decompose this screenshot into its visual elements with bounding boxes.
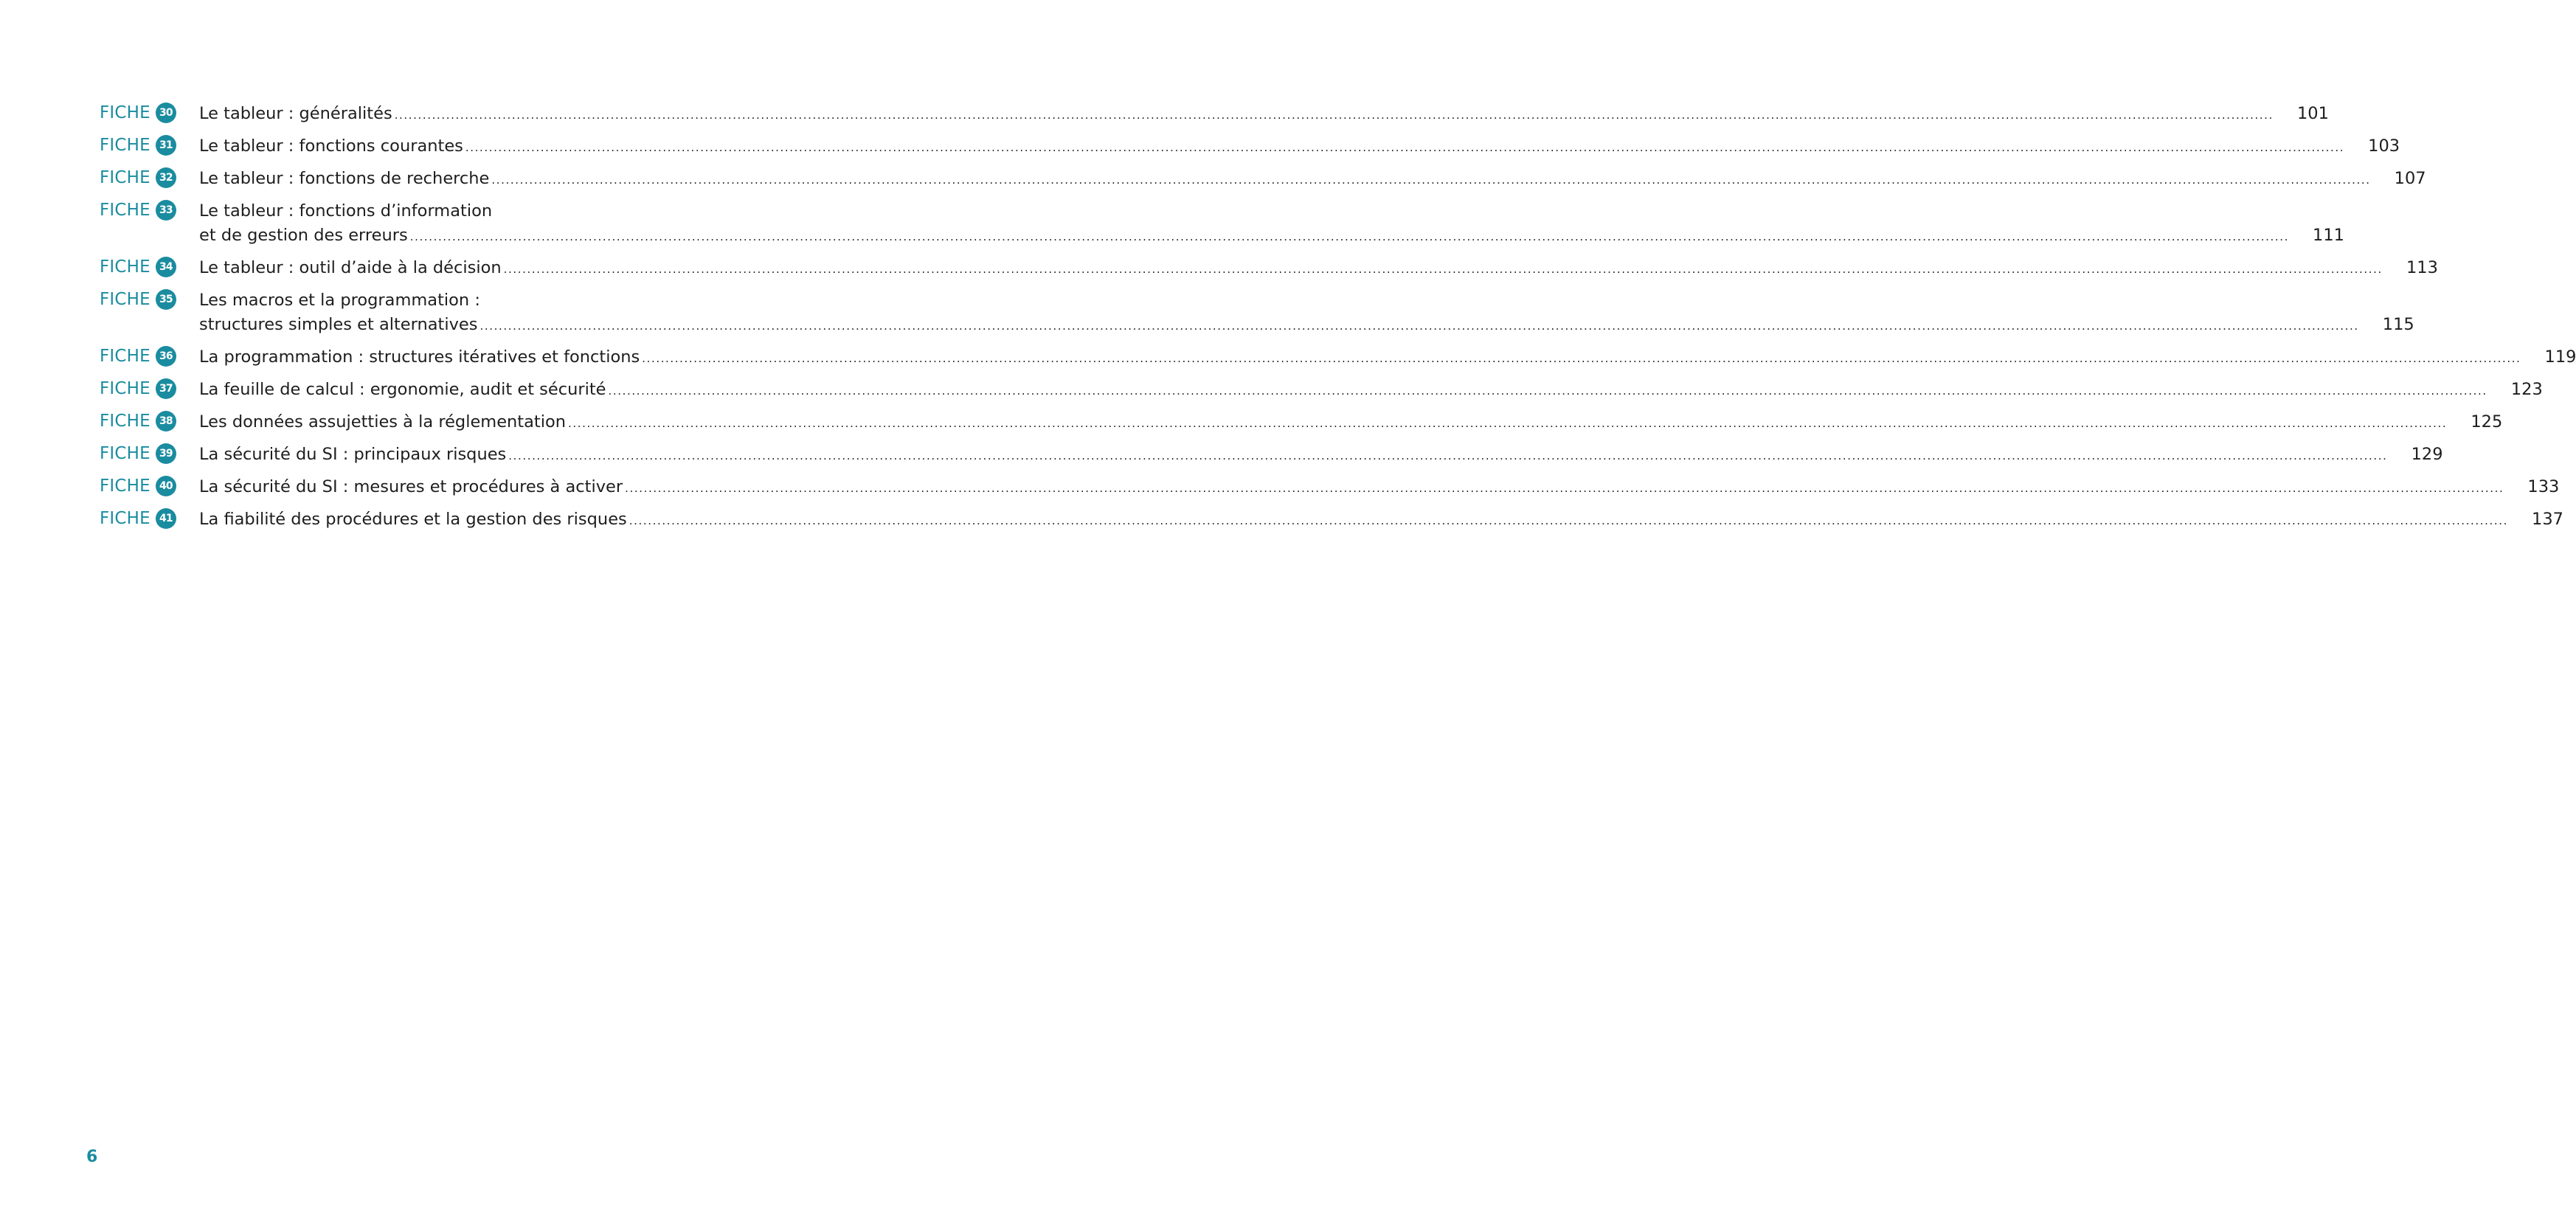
fiche-tag xyxy=(100,288,199,311)
toc-entry[interactable] xyxy=(100,345,2576,370)
dot-leader: ................................................................................................................................................................................................................................................................................................................................................................................................................ xyxy=(608,384,2487,398)
toc-entry[interactable] xyxy=(100,102,2329,126)
toc-title-line xyxy=(199,256,2438,280)
toc-entry-title xyxy=(199,378,2543,402)
dot-leader: ................................................................................................................................................................................................................................................................................................................................................................................................................ xyxy=(409,230,2289,243)
toc-entry[interactable] xyxy=(100,167,2426,191)
toc-entry[interactable] xyxy=(100,378,2543,402)
toc-page-number: 137 xyxy=(2532,510,2563,529)
fiche-tag xyxy=(100,102,199,124)
fiche-tag xyxy=(100,199,199,221)
dot-leader: ................................................................................................................................................................................................................................................................................................................................................................................................................ xyxy=(508,449,2388,462)
dot-leader: ................................................................................................................................................................................................................................................................................................................................................................................................................ xyxy=(394,108,2274,122)
fiche-number-badge: 34 xyxy=(156,257,176,277)
toc-title-text: Les macros et la programmation : xyxy=(199,291,480,310)
toc-title-line xyxy=(199,378,2543,402)
fiche-number-badge: 38 xyxy=(156,411,176,431)
toc-title-text: La fiabilité des procédures et la gestion des risques xyxy=(199,510,627,529)
toc-title-line xyxy=(199,223,2344,248)
fiche-label: FICHE xyxy=(100,412,150,431)
toc-page-number: 113 xyxy=(2406,258,2438,277)
dot-leader: ................................................................................................................................................................................................................................................................................................................................................................................................................ xyxy=(629,514,2508,527)
toc-title-text: La sécurité du SI : principaux risques xyxy=(199,445,507,464)
fiche-number-badge: 40 xyxy=(156,476,176,496)
fiche-label: FICHE xyxy=(100,201,150,220)
page-number: 6 xyxy=(86,1148,98,1166)
toc-title-line xyxy=(199,167,2426,191)
toc-entry[interactable] xyxy=(100,256,2438,280)
toc-title-line xyxy=(199,345,2576,370)
fiche-label: FICHE xyxy=(100,290,150,309)
fiche-number-badge: 41 xyxy=(156,508,176,529)
toc-entry[interactable] xyxy=(100,134,2400,159)
toc-title-text: et de gestion des erreurs xyxy=(199,226,408,245)
toc-entry-title xyxy=(199,410,2502,434)
fiche-number-badge: 35 xyxy=(156,289,176,310)
dot-leader: ................................................................................................................................................................................................................................................................................................................................................................................................................ xyxy=(491,173,2371,187)
toc-page-number: 101 xyxy=(2296,104,2329,123)
toc-title-line xyxy=(199,475,2559,499)
toc-title-text: Les données assujetties à la réglementation xyxy=(199,412,567,431)
fiche-label: FICHE xyxy=(100,168,150,187)
toc-title-text: La feuille de calcul : ergonomie, audit et sécurité xyxy=(199,380,606,399)
fiche-number-badge: 32 xyxy=(156,167,176,188)
toc-title-text: La programmation : structures itératives et fonctions xyxy=(199,347,640,367)
toc-entry[interactable] xyxy=(100,475,2560,499)
toc-entry[interactable] xyxy=(100,410,2503,434)
toc-entry-title xyxy=(199,256,2438,280)
toc-title-line xyxy=(199,134,2400,159)
fiche-number-badge: 37 xyxy=(156,378,176,399)
toc-title-line xyxy=(199,443,2443,467)
fiche-tag xyxy=(100,378,199,400)
toc-entry-title xyxy=(199,167,2426,191)
fiche-tag xyxy=(100,507,199,530)
dot-leader: ................................................................................................................................................................................................................................................................................................................................................................................................................ xyxy=(503,263,2383,276)
fiche-label: FICHE xyxy=(100,379,150,398)
toc-entry-title xyxy=(199,345,2576,370)
toc-title-text: Le tableur : généralités xyxy=(199,104,392,123)
table-of-contents xyxy=(100,102,2576,540)
toc-page-number: 103 xyxy=(2368,136,2400,156)
fiche-label: FICHE xyxy=(100,103,150,122)
toc-title-text: Le tableur : fonctions d’information xyxy=(199,201,493,221)
dot-leader: ................................................................................................................................................................................................................................................................................................................................................................................................................ xyxy=(568,417,2448,430)
toc-page-number: 111 xyxy=(2313,226,2344,245)
toc-title-line xyxy=(199,288,2414,313)
toc-title-text: structures simples et alternatives xyxy=(199,315,478,334)
toc-title-line xyxy=(199,507,2563,532)
fiche-number-badge: 30 xyxy=(156,103,176,123)
toc-title-text: Le tableur : fonctions de recherche xyxy=(199,169,490,188)
toc-title-line xyxy=(199,102,2329,126)
toc-entry-title xyxy=(199,507,2563,532)
toc-title-line xyxy=(199,199,2344,223)
fiche-tag xyxy=(100,256,199,278)
fiche-number-badge: 31 xyxy=(156,135,176,156)
fiche-label: FICHE xyxy=(100,509,150,528)
fiche-tag xyxy=(100,443,199,465)
fiche-label: FICHE xyxy=(100,476,150,496)
toc-page-number: 125 xyxy=(2471,412,2503,431)
fiche-tag xyxy=(100,410,199,432)
toc-title-text: La sécurité du SI : mesures et procédures à activer xyxy=(199,477,623,496)
toc-entry-title xyxy=(199,475,2559,499)
fiche-tag xyxy=(100,134,199,156)
fiche-label: FICHE xyxy=(100,347,150,366)
toc-entry-title xyxy=(199,443,2443,467)
toc-title-text: Le tableur : fonctions courantes xyxy=(199,136,463,156)
dot-leader: ................................................................................................................................................................................................................................................................................................................................................................................................................ xyxy=(465,141,2345,154)
dot-leader: ................................................................................................................................................................................................................................................................................................................................................................................................................ xyxy=(642,352,2521,365)
toc-entry-title xyxy=(199,288,2414,337)
toc-page-number: 129 xyxy=(2411,445,2443,464)
toc-entry[interactable] xyxy=(100,443,2443,467)
toc-entry-title xyxy=(199,134,2400,159)
dot-leader: ................................................................................................................................................................................................................................................................................................................................................................................................................ xyxy=(625,482,2504,495)
toc-page-number: 123 xyxy=(2510,380,2543,399)
toc-page-number: 107 xyxy=(2394,169,2426,188)
toc-title-line xyxy=(199,313,2414,337)
toc-entry-title xyxy=(199,102,2329,126)
fiche-number-badge: 36 xyxy=(156,346,176,367)
fiche-label: FICHE xyxy=(100,444,150,463)
toc-title-text: Le tableur : outil d’aide à la décision xyxy=(199,258,502,277)
toc-entry[interactable] xyxy=(100,288,2414,337)
toc-title-line xyxy=(199,410,2502,434)
toc-entry[interactable] xyxy=(100,507,2563,532)
toc-page-number: 119 xyxy=(2544,347,2576,367)
toc-page-number: 115 xyxy=(2382,315,2414,334)
toc-entry[interactable] xyxy=(100,199,2344,248)
dot-leader: ................................................................................................................................................................................................................................................................................................................................................................................................................ xyxy=(479,319,2359,333)
fiche-label: FICHE xyxy=(100,257,150,277)
fiche-tag xyxy=(100,167,199,189)
fiche-tag xyxy=(100,345,199,367)
fiche-label: FICHE xyxy=(100,136,150,155)
fiche-number-badge: 33 xyxy=(156,200,176,221)
toc-page-number: 133 xyxy=(2527,477,2560,496)
fiche-tag xyxy=(100,475,199,497)
fiche-number-badge: 39 xyxy=(156,443,176,464)
toc-entry-title xyxy=(199,199,2344,248)
